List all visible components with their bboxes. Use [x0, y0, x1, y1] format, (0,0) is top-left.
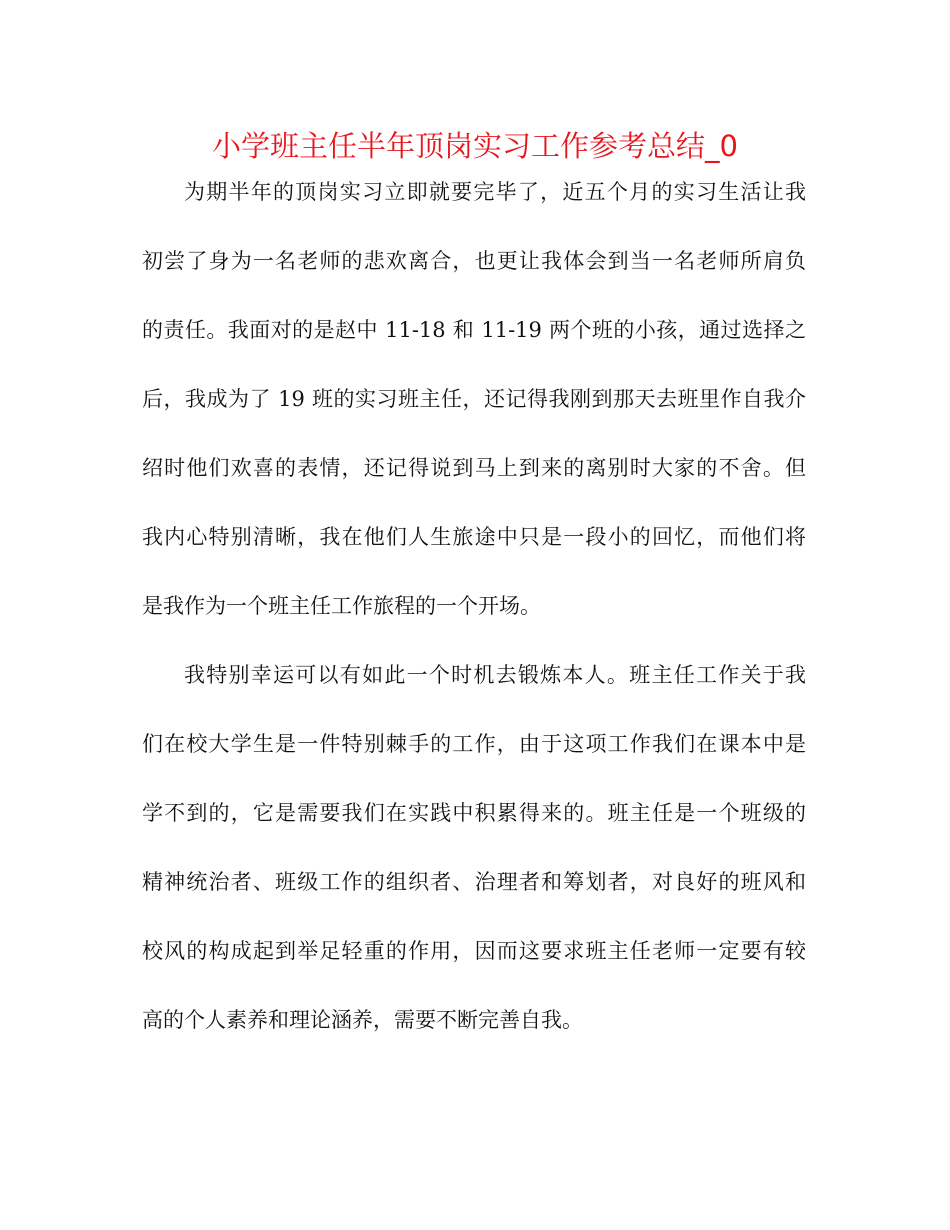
paragraph-1: [142, 158, 806, 641]
paragraph-line: 为期半年的顶岗实习立即就要完毕了，近五个月的实习生活让我: [184, 180, 806, 204]
paragraph-line: 后，我成为了 19 班的实习班主任，还记得我刚到那天去班里作自我介: [142, 387, 806, 411]
paragraph-line: 们在校大学生是一件特别棘手的工作，由于这项工作我们在课本中是: [142, 732, 806, 756]
paragraph-line: 绍时他们欢喜的表情，还记得说到马上到来的离别时大家的不舍。但: [142, 456, 806, 480]
paragraph-line: 校风的构成起到举足轻重的作用，因而这要求班主任老师一定要有较: [142, 939, 806, 963]
paragraph-line: 我特别幸运可以有如此一个时机去锻炼本人。班主任工作关于我: [184, 663, 806, 687]
paragraph-line: 是我作为一个班主任工作旅程的一个开场。: [142, 594, 541, 618]
document-title: 小学班主任半年顶岗实习工作参考总结_0: [212, 129, 738, 163]
paragraph-line: 精神统治者、班级工作的组织者、治理者和筹划者，对良好的班风和: [142, 870, 806, 894]
paragraph-line: 的责任。我面对的是赵中 11-18 和 11-19 两个班的小孩，通过选择之: [142, 318, 806, 342]
document-body: [142, 158, 806, 1055]
paragraph-line: 初尝了身为一名老师的悲欢离合，也更让我体会到当一名老师所肩负: [142, 249, 806, 273]
paragraph-line: 我内心特别清晰，我在他们人生旅途中只是一段小的回忆，而他们将: [142, 525, 806, 549]
paragraph-line: 高的个人素养和理论涵养，需要不断完善自我。: [142, 1008, 583, 1032]
paragraph-line: 学不到的，它是需要我们在实践中积累得来的。班主任是一个班级的: [142, 801, 806, 825]
paragraph-2: [142, 641, 806, 1055]
